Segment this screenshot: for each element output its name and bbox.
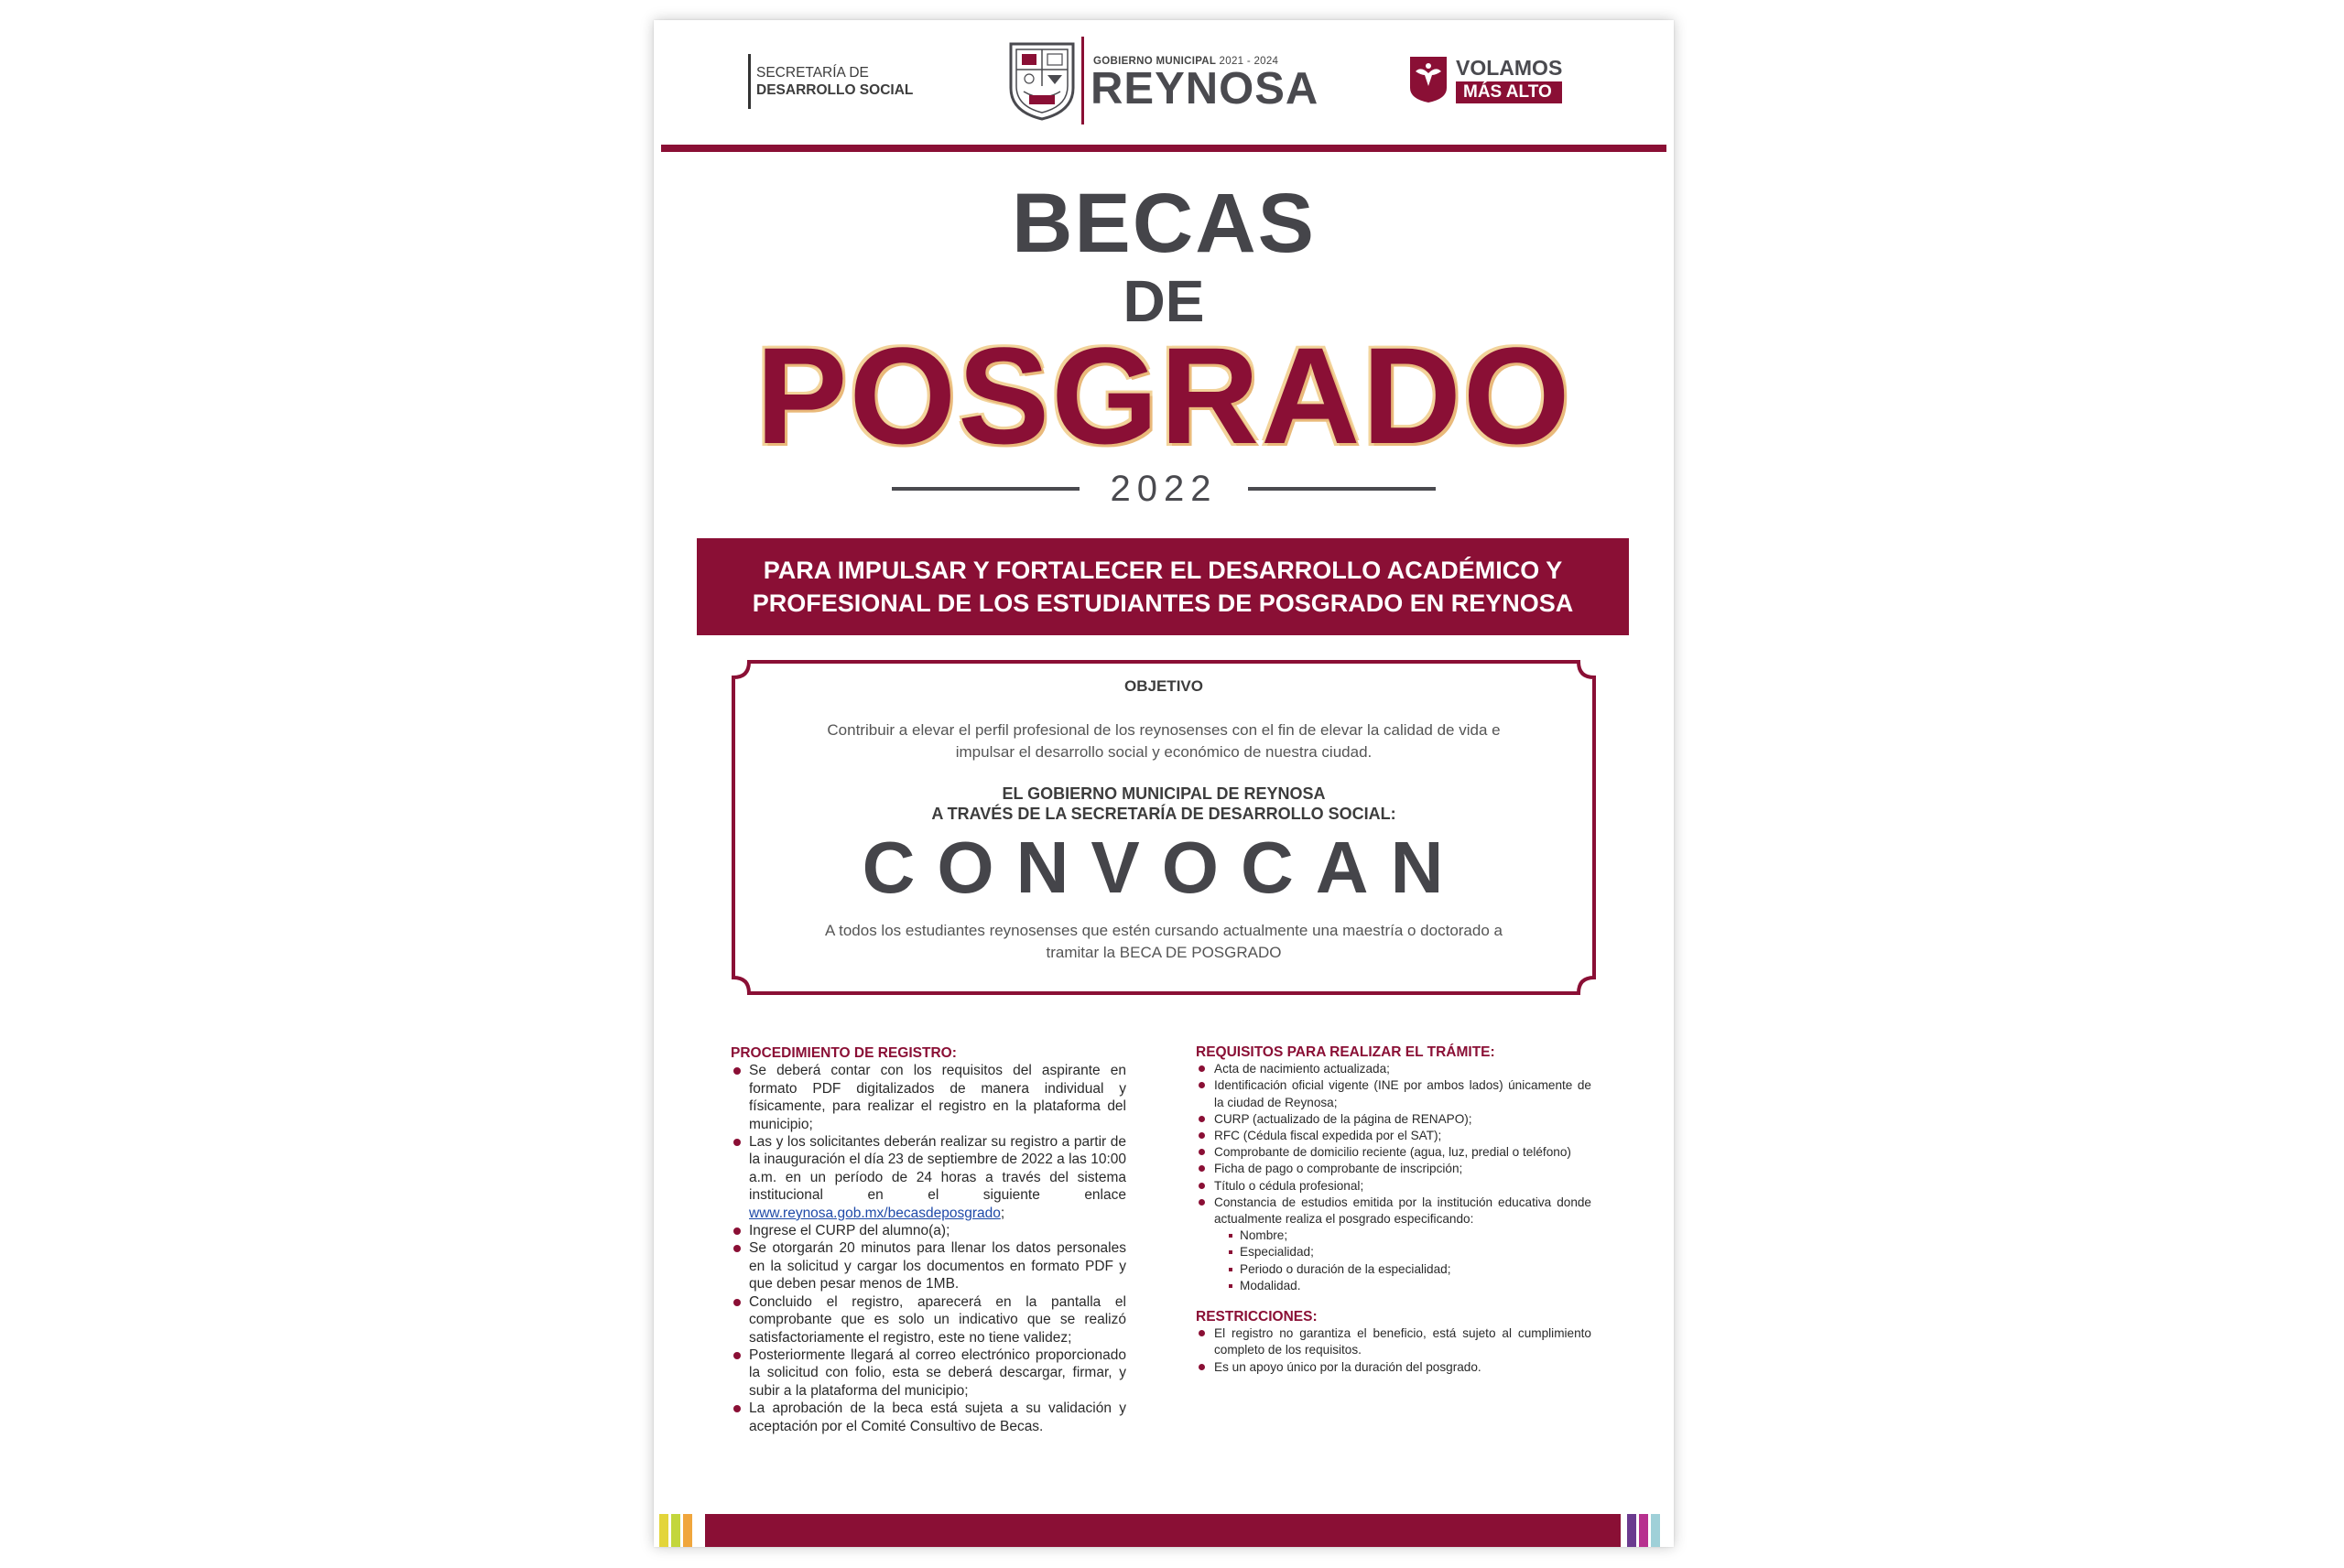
list-item: Se deberá contar con los requisitos del aspirante en formato PDF digitalizados de manera individual y físicamente, para realizar el registro en la plataforma del municipio; xyxy=(731,1062,1126,1133)
slogan-line1: VOLAMOS xyxy=(1456,55,1563,80)
reynosa-wordmark: REYNOSA xyxy=(1091,64,1319,114)
volamos-logo xyxy=(1408,55,1562,104)
list-item-text: Las y los solicitantes deberán realizar su registro a partir de la inauguración el día 23 de septiembre de 2022 a las 10:00 a.m. en un período de 24 horas a través del sistema institucional en el siguiente enlace xyxy=(749,1134,1126,1204)
secretaria-logo xyxy=(748,54,913,109)
objective-heading: OBJETIVO xyxy=(1124,677,1203,695)
link-suffix: ; xyxy=(1000,1205,1005,1221)
registration-link[interactable]: www.reynosa.gob.mx/becasdeposgrado xyxy=(749,1205,1001,1221)
list-item: El registro no garantiza el beneficio, está sujeto al cumplimiento completo de los requisitos. xyxy=(1196,1325,1591,1358)
restricciones-list xyxy=(1196,1325,1591,1376)
banner-line1: PARA IMPULSAR Y FORTALECER EL DESARROLLO ACADÉMICO Y xyxy=(763,557,1563,584)
list-item: Identificación oficial vigente (INE por ambos lados) únicamente de la ciudad de Reynosa; xyxy=(1196,1077,1591,1110)
footer-stripe-yellow xyxy=(659,1514,668,1547)
list-item: Ingrese el CURP del alumno(a); xyxy=(731,1222,1126,1239)
year-rule-left xyxy=(892,487,1080,491)
list-item: Ficha de pago o comprobante de inscripción; xyxy=(1196,1161,1591,1177)
title-posgrado: POSGRADO xyxy=(755,319,1572,472)
list-item: RFC (Cédula fiscal expedida por el SAT); xyxy=(1196,1128,1591,1144)
banner-line2: PROFESIONAL DE LOS ESTUDIANTES DE POSGRADO EN REYNOSA xyxy=(752,589,1574,617)
list-item: La aprobación de la beca está sujeta a su validación y aceptación por el Comité Consultivo de Becas. xyxy=(731,1400,1126,1435)
coat-of-arms-icon xyxy=(1007,40,1077,121)
footer-bar xyxy=(705,1514,1621,1547)
year-rule-right xyxy=(1248,487,1436,491)
list-item: Posteriormente llegará al correo electrónico proporcionado la solicitud con folio, esta se deberá descargar, firmar, y subir a la plataforma del municipio; xyxy=(731,1346,1126,1400)
header-divider xyxy=(1081,37,1084,124)
eagle-badge-icon xyxy=(1408,55,1449,104)
requisitos-section xyxy=(1196,1044,1591,1376)
footer-stripe-green xyxy=(671,1514,680,1547)
sublist-item: Periodo o duración de la especialidad; xyxy=(1229,1261,1591,1278)
restricciones-section xyxy=(1196,1309,1591,1376)
footer-stripe-cyan xyxy=(1651,1514,1660,1547)
secretaria-line2: DESARROLLO SOCIAL xyxy=(756,82,914,98)
title-de: DE xyxy=(1123,268,1205,334)
constancia-sublist xyxy=(1214,1227,1591,1294)
footer-stripe-purple xyxy=(1627,1514,1636,1547)
header-rule xyxy=(661,145,1666,152)
sublist-item: Especialidad; xyxy=(1229,1244,1591,1260)
title-year-row xyxy=(892,469,1436,509)
requisitos-heading: REQUISITOS PARA REALIZAR EL TRÁMITE: xyxy=(1196,1044,1495,1060)
objective-text: Contribuir a elevar el perfil profesional de los reynosenses con el fin de elevar la calidad de vida e impulsar el desarrollo social y económico de nuestra ciudad. xyxy=(827,721,1501,761)
objective-gob-line2: A TRAVÉS DE LA SECRETARÍA DE DESARROLLO SOCIAL: xyxy=(931,805,1396,823)
slogan-line2: MÁS ALTO xyxy=(1456,81,1562,103)
list-item xyxy=(731,1133,1126,1222)
requisitos-list xyxy=(1196,1061,1591,1294)
poster-page xyxy=(654,20,1674,1547)
gobierno-text: GOBIERNO MUNICIPAL xyxy=(1093,56,1217,67)
procedimiento-heading: PROCEDIMIENTO DE REGISTRO: xyxy=(731,1045,957,1061)
list-item: Acta de nacimiento actualizada; xyxy=(1196,1061,1591,1077)
sublist-item: Modalidad. xyxy=(1229,1278,1591,1294)
sublist-item: Nombre; xyxy=(1229,1227,1591,1244)
list-item: Concluido el registro, aparecerá en la pantalla el comprobante que es solo un indicativo que se realizó satisfactoriamente el registro, este no tiene validez; xyxy=(731,1293,1126,1346)
list-item: Comprobante de domicilio reciente (agua, luz, predial o teléfono) xyxy=(1196,1144,1591,1161)
objective-gob xyxy=(654,784,1674,824)
purpose-banner xyxy=(697,538,1629,635)
list-item-text: Constancia de estudios emitida por la institución educativa donde actualmente realiza el posgrado especificando: xyxy=(1214,1195,1591,1227)
objective-gob-line1: EL GOBIERNO MUNICIPAL DE REYNOSA xyxy=(1002,784,1326,803)
restricciones-heading: RESTRICCIONES: xyxy=(1196,1309,1318,1325)
list-item: CURP (actualizado de la página de RENAPO); xyxy=(1196,1111,1591,1128)
title-year: 2022 xyxy=(1110,468,1218,509)
list-item: Título o cédula profesional; xyxy=(1196,1178,1591,1195)
footer-stripe-magenta xyxy=(1639,1514,1648,1547)
gobierno-years: 2021 - 2024 xyxy=(1219,56,1279,67)
procedimiento-list xyxy=(731,1062,1126,1435)
convocan-heading: CONVOCAN xyxy=(862,827,1466,908)
audience-text: A todos los estudiantes reynosenses que estén cursando actualmente una maestría o doctorado a tramitar la BECA DE POSGRADO xyxy=(825,922,1503,961)
list-item xyxy=(1196,1195,1591,1294)
list-item: Es un apoyo único por la duración del posgrado. xyxy=(1196,1359,1591,1376)
secretaria-line1: SECRETARÍA DE xyxy=(756,65,869,81)
procedimiento-section xyxy=(731,1044,1126,1435)
list-item: Se otorgarán 20 minutos para llenar los datos personales en la solicitud y cargar los documentos en formato PDF y que deben pesar menos de 1MB. xyxy=(731,1239,1126,1292)
title-becas: BECAS xyxy=(1011,177,1317,270)
footer-stripe-orange xyxy=(683,1514,692,1547)
